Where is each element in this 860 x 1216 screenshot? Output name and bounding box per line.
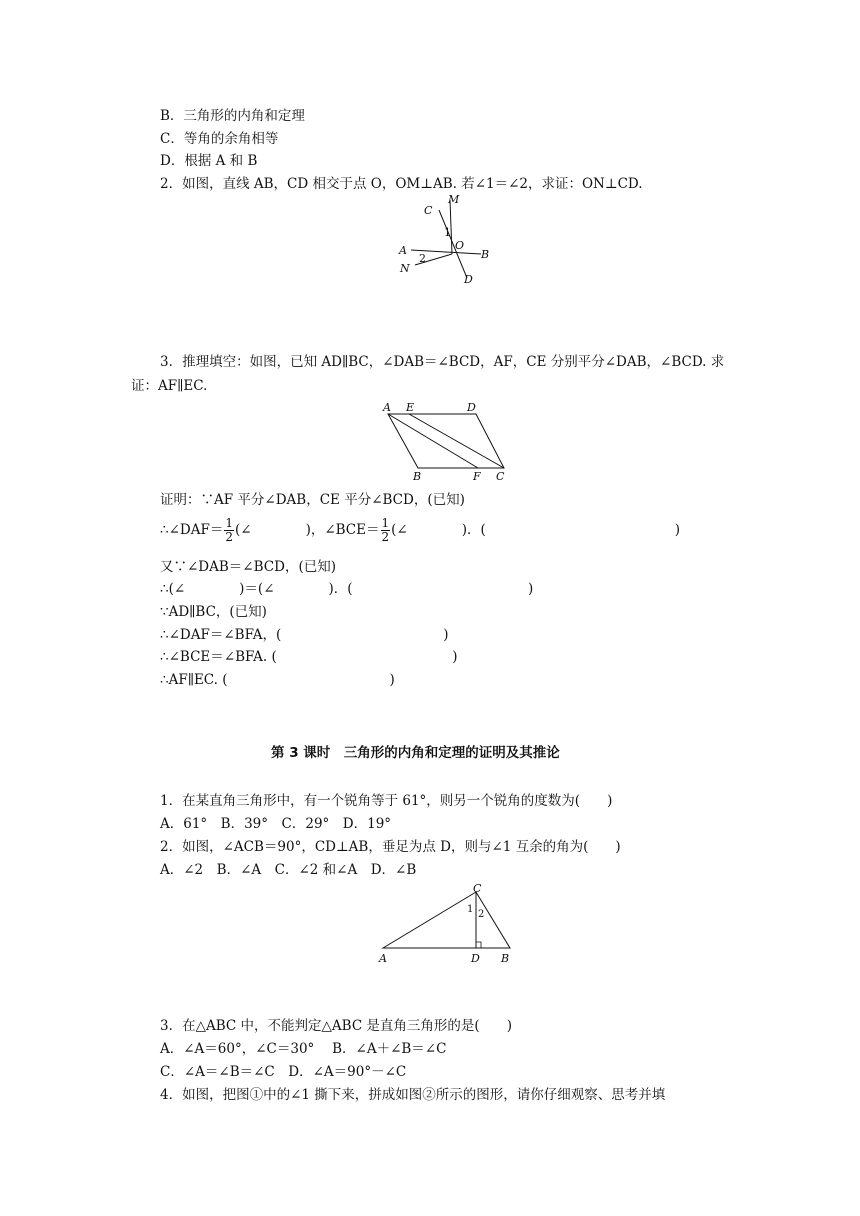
label-f: F (473, 470, 481, 483)
label-angle-2: 2 (478, 909, 485, 920)
question-2-options: A．∠2 B．∠A C．∠2 和∠A D．∠B (160, 862, 417, 878)
proof-line-4: ∴(∠ )＝(∠ )．( ) (160, 581, 534, 597)
label-c: C (473, 882, 482, 895)
triangle-abc (383, 892, 510, 948)
fraction-half: $\frac{1}{2}$ (225, 516, 233, 544)
label-angle-1: 1 (467, 904, 474, 915)
question-3-options-cd: C．∠A＝∠B＝∠C D．∠A＝90°－∠C (160, 1064, 407, 1080)
proof-line-6: ∴∠DAF＝∠BFA，( ) (160, 627, 449, 643)
figure-right-triangle (375, 880, 520, 970)
parallelogram-abcd (388, 414, 504, 468)
label-b: B (501, 952, 510, 965)
proof-line-5: ∵AD∥BC，(已知) (160, 604, 267, 620)
section-title: 第 3 课时 三角形的内角和定理的证明及其推论 (271, 745, 560, 761)
question-2-prev: 2．如图，直线 AB，CD 相交于点 O，OM⊥AB. 若∠1＝∠2，求证：ON⊥CD. (160, 176, 643, 192)
option-d: D．根据 A 和 B (160, 153, 258, 169)
label-c: C (424, 204, 433, 217)
option-b: B．三角形的内角和定理 (160, 108, 305, 124)
label-angle-1: 1 (444, 226, 451, 239)
option-c: C．等角的余角相等 (160, 131, 279, 147)
question-3: 3．在△ABC 中，不能判定△ABC 是直角三角形的是( ) (160, 1018, 512, 1034)
label-a: A (383, 401, 391, 414)
question-3-options-ab: A．∠A＝60°，∠C＝30° B．∠A＋∠B＝∠C (160, 1041, 447, 1057)
proof-line-3: 又∵∠DAB＝∠BCD，(已知) (160, 559, 336, 575)
label-n: N (400, 262, 410, 275)
label-b: B (413, 470, 422, 483)
label-d: D (471, 952, 480, 965)
fraction-half: $\frac{1}{2}$ (381, 516, 390, 544)
label-b: B (481, 248, 490, 261)
question-3-prev-line1: 3．推理填空：如图，已知 AD∥BC，∠DAB＝∠BCD，AF，CE 分别平分∠DAB，∠BCD. 求 (160, 354, 725, 370)
label-d: D (464, 273, 473, 286)
question-3-prev-line2: 证：AF∥EC. (131, 378, 208, 394)
right-angle-mark (476, 942, 481, 948)
question-4: 4．如图，把图①中的∠1 撕下来，拼成如图②所示的图形，请你仔细观察、思考并填 (160, 1087, 666, 1103)
label-c: C (496, 470, 505, 483)
proof-line-8: ∴AF∥EC. ( ) (160, 672, 395, 688)
label-d: D (467, 401, 476, 414)
question-1-options: A．61° B．39° C．29° D．19° (160, 816, 392, 832)
label-m: M (448, 193, 460, 206)
label-angle-2: 2 (419, 252, 426, 265)
question-2: 2．如图，∠ACB＝90°，CD⊥AB，垂足为点 D，则与∠1 互余的角为( ) (160, 839, 621, 855)
label-o: O (455, 239, 465, 252)
proof-line-7: ∴∠BCE＝∠BFA. ( ) (160, 649, 458, 665)
proof-line-2: ∴∠DAF＝ $\frac{1}{2}$ (∠ )，∠BCE＝ $\frac{1}{2}$ (∠ )．( ) (160, 516, 681, 544)
label-a: A (379, 952, 387, 965)
figure-parallelogram (378, 398, 513, 488)
label-e: E (406, 401, 415, 414)
question-1: 1．在某直角三角形中，有一个锐角等于 61°，则另一个锐角的度数为( ) (160, 793, 613, 809)
label-a: A (399, 244, 407, 257)
proof-line-1: 证明：∵AF 平分∠DAB，CE 平分∠BCD，(已知) (160, 492, 465, 508)
segment-af (388, 414, 478, 468)
figure-intersecting-lines (395, 192, 505, 287)
